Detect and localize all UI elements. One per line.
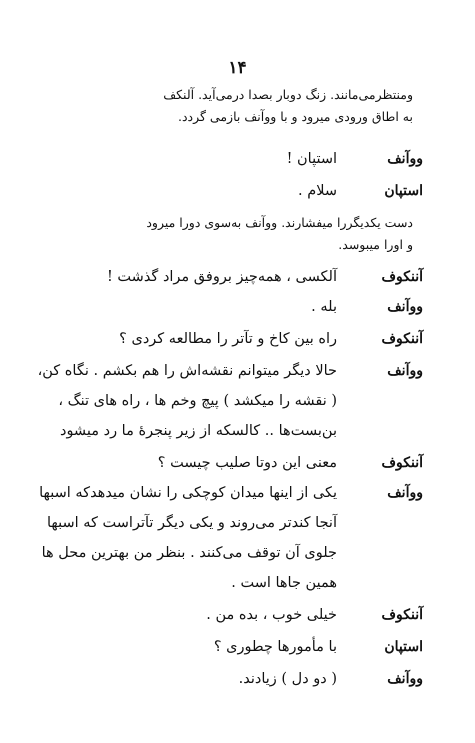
speaker-name: آننکوف (381, 455, 423, 471)
speaker-name: آننکوف (381, 331, 423, 347)
dialogue-line (0, 448, 475, 478)
dialogue-text: آلکسی ، همه‌چیز بروفق مراد گذشت ! (107, 269, 337, 285)
speaker-name: ووآنف (387, 363, 423, 379)
dialogue-continuation (0, 416, 475, 446)
dialogue-text: بن‌بست‌ها .. کالسکه از زیر پنجرهٔ ما رد میشود (59, 423, 337, 439)
dialogue-text: جلوی آن توقف می‌کنند . بنظر من بهترین محل ها (41, 545, 337, 561)
dialogue-continuation (0, 538, 475, 568)
dialogue-line (0, 478, 475, 508)
stage-direction-line: دست یکدیگررا میفشارند. ووآنف به‌سوی دورا میرود (146, 215, 413, 230)
speaker-name: آننکوف (381, 607, 423, 623)
speaker-name: ووآنف (387, 151, 423, 167)
speaker-name: ووآنف (387, 485, 423, 501)
dialogue-text: استپان ! (286, 151, 337, 167)
stage-direction-line: و اورا میبوسد. (338, 237, 413, 252)
dialogue-text: با مأمورها چطوری ؟ (213, 639, 337, 655)
dialogue-text: یکی از اینها میدان کوچکی را نشان میدهدکه اسبها (39, 485, 337, 501)
speaker-name: استپان (384, 183, 423, 199)
stage-direction-line: ومنتظرمی‌مانند. زنگ دوبار بصدا درمی‌آید. آلنکف (163, 87, 413, 102)
page-number: ۱۴ (228, 58, 247, 78)
dialogue-line (0, 144, 475, 174)
dialogue-line (0, 356, 475, 386)
dialogue-line (0, 176, 475, 206)
dialogue-continuation (0, 508, 475, 538)
dialogue-text: ( دو دل ) زیادند. (238, 671, 337, 687)
dialogue-line (0, 262, 475, 292)
dialogue-line (0, 664, 475, 694)
dialogue-text: معنی این دوتا صلیب چیست ؟ (157, 455, 337, 471)
dialogue-line (0, 600, 475, 630)
speaker-name: آننکوف (381, 269, 423, 285)
dialogue-continuation (0, 568, 475, 598)
dialogue-text: سلام . (298, 183, 337, 199)
dialogue-line (0, 292, 475, 322)
dialogue-text: خیلی خوب ، بده من . (206, 607, 337, 623)
speaker-name: ووآنف (387, 299, 423, 315)
stage-direction (146, 212, 413, 256)
speaker-name: استپان (384, 639, 423, 655)
speaker-name: ووآنف (387, 671, 423, 687)
dialogue-continuation (0, 386, 475, 416)
dialogue-text: راه بین کاخ و تآتر را مطالعه کردی ؟ (119, 331, 337, 347)
dialogue-text: همین جاها است . (231, 575, 337, 591)
dialogue-text: آنجا کندتر می‌روند و یکی دیگر تآتراست که اسبها (46, 515, 337, 531)
dialogue-text: ( نقشه را میکشد ) پیچ وخم ها ، راه های تنگ ، (58, 393, 337, 409)
dialogue-line (0, 324, 475, 354)
dialogue-line (0, 632, 475, 662)
stage-direction-line: به اطاق ورودی میرود و با ووآنف بازمی گردد. (177, 109, 413, 124)
dialogue-text: بله . (311, 299, 337, 315)
dialogue-text: حالا دیگر میتوانم نقشه‌اش را هم بکشم . نگاه کن، (37, 363, 337, 379)
stage-direction (163, 84, 413, 128)
